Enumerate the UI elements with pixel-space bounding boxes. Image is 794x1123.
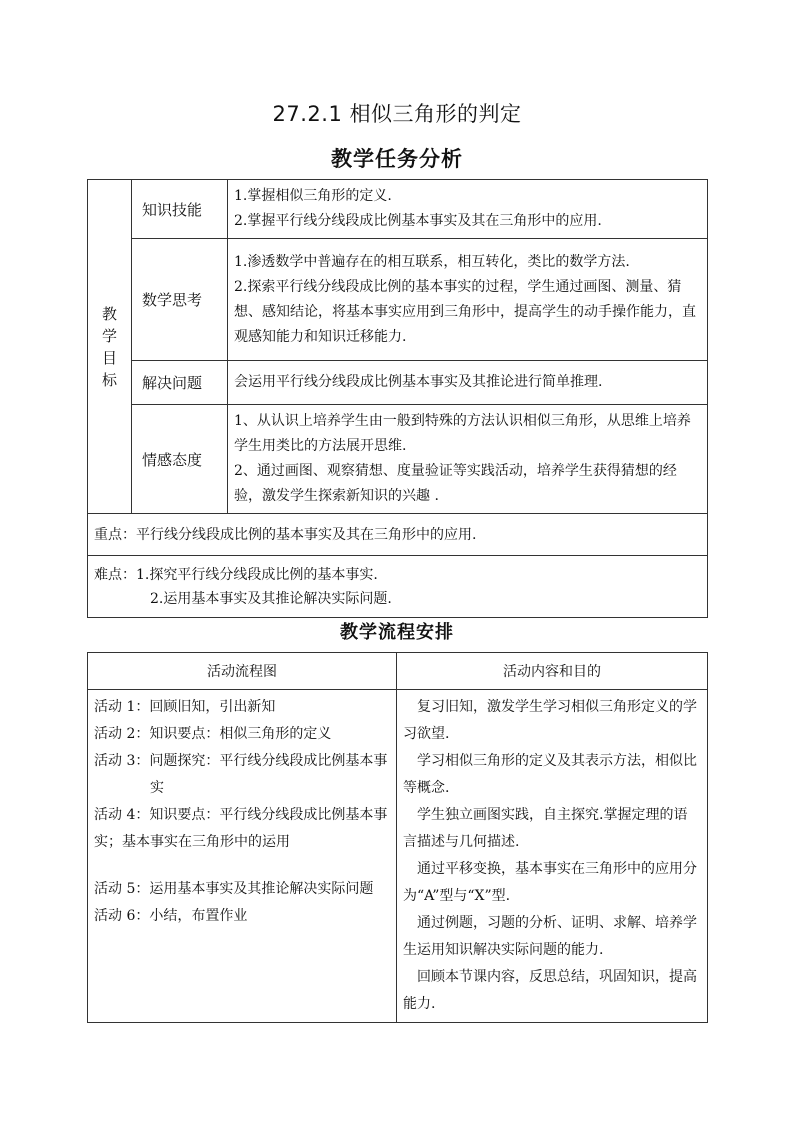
purpose-item: 回顾本节课内容，反思总结，巩固知识，提高能力. [403, 969, 697, 1012]
goal-line: 1.掌握相似三角形的定义. [234, 188, 392, 204]
goals-label-char: 教 [101, 304, 117, 323]
purpose-item: 学习相似三角形的定义及其表示方法，相似比等概念. [403, 753, 697, 796]
spacer [94, 856, 390, 876]
activity-item: 活动 1：回顾旧知，引出新知 [94, 699, 276, 715]
flow-header-row [88, 653, 708, 690]
purpose-item: 通过平移变换，基本事实在三角形中的应用分为“A”型与“X”型. [403, 861, 697, 904]
activity-item: 活动 2：知识要点：相似三角形的定义 [94, 726, 332, 742]
goals-group-label [88, 180, 132, 514]
goal-content [228, 180, 708, 239]
activity-item: 活动 4：知识要点：平行线分线段成比例基本事实；基本事实在三角形中的运用 [94, 807, 388, 850]
goal-content [228, 405, 708, 514]
difficult-point-line: 2.运用基本事实及其推论解决实际问题. [150, 590, 392, 607]
flow-body-row [88, 690, 708, 1023]
purpose-item: 复习旧知，激发学生学习相似三角形定义的学习欲望. [403, 699, 697, 742]
purpose-item: 通过例题，习题的分析、证明、求解、培养学生运用知识解决实际问题的能力. [403, 915, 697, 958]
teaching-goals-table [87, 179, 708, 618]
purpose-header: 活动内容和目的 [397, 653, 708, 690]
goal-line: 会运用平行线分线段成比例基本事实及其推论进行简单推理. [234, 374, 603, 390]
activity-item: 活动 3：问题探究：平行线分线段成比例基本事实 [94, 753, 388, 796]
goal-label: 数学思考 [132, 239, 228, 361]
goals-label-char: 标 [101, 370, 117, 389]
goal-content [228, 239, 708, 361]
goal-row-knowledge [88, 180, 708, 239]
goal-label: 知识技能 [132, 180, 228, 239]
difficult-point-line: 难点：1.探究平行线分线段成比例的基本事实. [94, 566, 378, 583]
section-title-task-analysis: 教学任务分析 [331, 147, 463, 171]
difficult-point [88, 556, 708, 618]
goal-content [228, 361, 708, 405]
goal-row-thinking [88, 239, 708, 361]
goals-label-char: 学 [101, 326, 117, 345]
section-title-teaching-flow: 教学流程安排 [340, 622, 454, 643]
flow-header: 活动流程图 [88, 653, 397, 690]
purpose-list [397, 690, 708, 1023]
goal-label: 解决问题 [132, 361, 228, 405]
activity-item: 活动 5：运用基本事实及其推论解决实际问题 [94, 881, 374, 897]
goal-line: 2、通过画图、观察猜想、度量验证等实践活动，培养学生获得猜想的经验，激发学生探索新知识的兴趣 . [234, 463, 677, 504]
goal-line: 2.探索平行线分线段成比例的基本事实的过程，学生通过画图、测量、猜想、感知结论，将基本事实应用到三角形中，提高学生的动手操作能力，直观感知能力和知识迁移能力. [234, 278, 696, 345]
activity-list [88, 690, 397, 1023]
goal-line: 1.渗透数学中普遍存在的相互联系，相互转化，类比的数学方法. [234, 253, 630, 270]
key-point: 重点：平行线分线段成比例的基本事实及其在三角形中的应用. [88, 514, 708, 556]
goal-row-problem-solving [88, 361, 708, 405]
goal-line: 1、从认识上培养学生由一般到特殊的方法认识相似三角形，从思维上培养学生用类比的方法展开思维. [234, 413, 691, 454]
teaching-flow-table [87, 652, 708, 1023]
goal-label: 情感态度 [132, 405, 228, 514]
activity-item: 活动 6：小结，布置作业 [94, 908, 248, 924]
goal-line: 2.掌握平行线分线段成比例基本事实及其在三角形中的应用. [234, 213, 602, 229]
document-title: 27.2.1 相似三角形的判定 [272, 102, 522, 126]
key-point-row [88, 514, 708, 556]
difficult-point-row [88, 556, 708, 618]
purpose-item: 学生独立画图实践，自主探究.掌握定理的语言描述与几何描述. [403, 807, 688, 850]
goal-row-attitude [88, 405, 708, 514]
goals-label-char: 目 [101, 348, 117, 367]
